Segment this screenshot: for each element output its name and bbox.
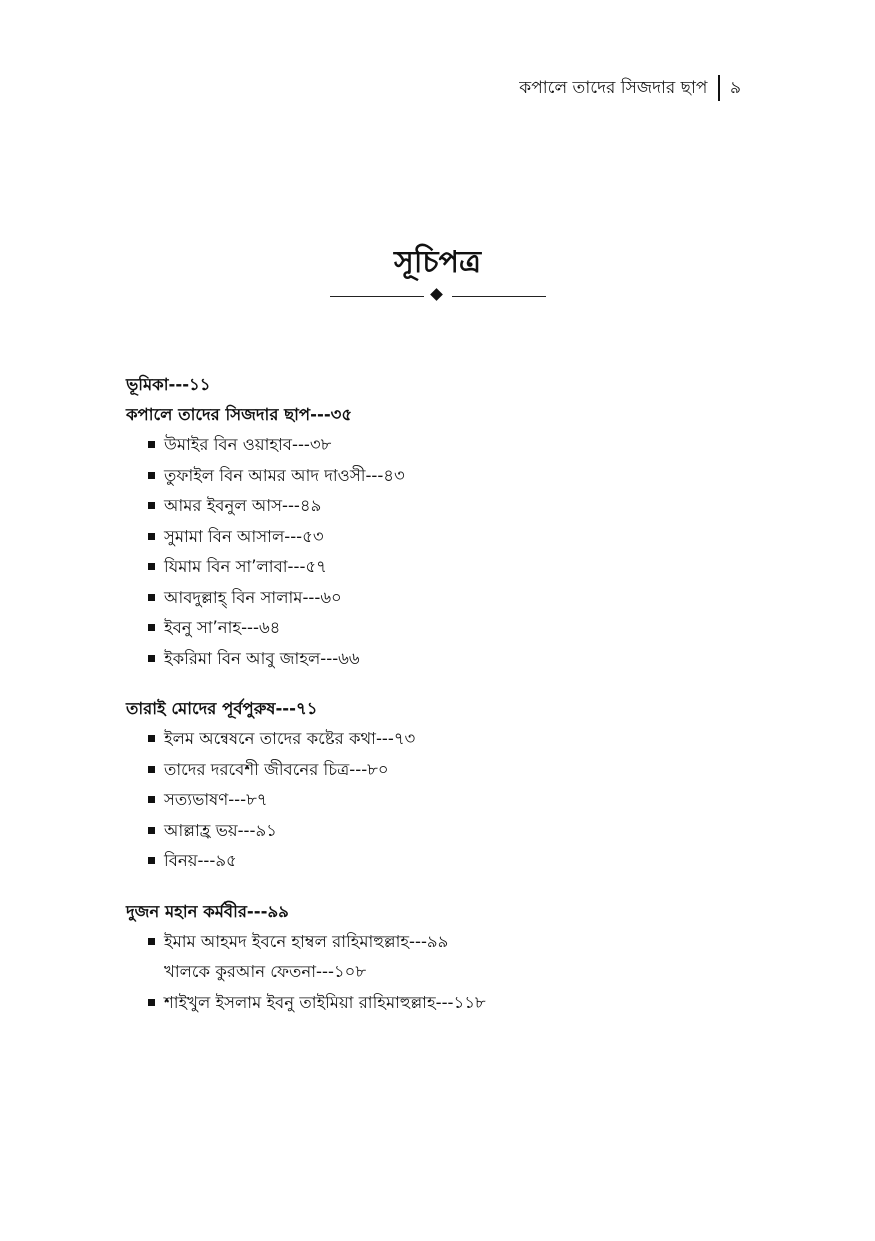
entry-label: আল্লাহ্র ভয়---৯১	[164, 820, 277, 840]
header-separator	[718, 75, 720, 101]
toc-entry[interactable]	[126, 461, 766, 492]
running-header	[519, 74, 741, 102]
square-bullet-icon	[148, 999, 155, 1006]
square-bullet-icon	[148, 502, 155, 509]
page-number: ৯	[729, 78, 741, 98]
entry-label: তুফাইল বিন আমর আদ দাওসী---৪৩	[164, 465, 405, 485]
square-bullet-icon	[148, 857, 155, 864]
toc-entry[interactable]	[126, 613, 766, 644]
square-bullet-icon	[148, 441, 155, 448]
toc-entry[interactable]	[126, 522, 766, 553]
table-of-contents	[126, 370, 766, 1018]
section-title[interactable]: ভূমিকা---১১	[126, 375, 211, 394]
section-title[interactable]: দুজন মহান কর্মবীর---৯৯	[126, 901, 289, 921]
title-block	[0, 240, 875, 286]
sub-entry-label[interactable]: খালকে কুরআন ফেতনা---১০৮	[164, 962, 367, 981]
square-bullet-icon	[148, 594, 155, 601]
entry-label: ইলম অন্বেষনে তাদের কষ্টের কথা---৭৩	[164, 729, 416, 748]
square-bullet-icon	[148, 766, 155, 773]
section-title[interactable]: কপালে তাদের সিজদার ছাপ---৩৫	[126, 405, 353, 424]
toc-entry[interactable]	[126, 552, 766, 583]
square-bullet-icon	[148, 655, 155, 662]
entry-label: তাদের দরবেশী জীবনের চিত্র---৮০	[164, 759, 389, 779]
square-bullet-icon	[148, 735, 155, 742]
toc-section-intro	[126, 370, 766, 400]
toc-entry[interactable]	[126, 988, 766, 1019]
entry-label: যিমাম বিন সা’লাবা---৫৭	[164, 557, 327, 576]
toc-section-ancestors	[126, 694, 766, 877]
entry-label: ইমাম আহমদ ইবনে হাম্বল রাহিমাহুল্লাহ---৯৯	[164, 931, 449, 951]
ornament-rule-right	[452, 296, 546, 297]
page-title: সূচিপত্র	[394, 245, 481, 280]
section-title[interactable]: তারাই মোদের পূর্বপুরুষ---৭১	[126, 699, 318, 718]
toc-entry[interactable]	[126, 583, 766, 614]
running-header-title: কপালে তাদের সিজদার ছাপ	[519, 78, 708, 98]
toc-entry[interactable]	[126, 644, 766, 675]
entry-label: বিনয়---৯৫	[164, 851, 237, 870]
diamond-icon	[430, 288, 443, 301]
entry-label: আমর ইবনুল আস---৪৯	[164, 496, 322, 515]
toc-entry[interactable]	[126, 430, 766, 461]
toc-entry[interactable]	[126, 846, 766, 877]
entry-label: সত্যভাষণ---৮৭	[164, 790, 268, 809]
square-bullet-icon	[148, 533, 155, 540]
toc-entry[interactable]	[126, 491, 766, 522]
entry-label: আবদুল্লাহ্ বিন সালাম---৬০	[164, 587, 342, 607]
square-bullet-icon	[148, 624, 155, 631]
toc-section-sijdah	[126, 400, 766, 674]
square-bullet-icon	[148, 827, 155, 834]
entry-label: উমাইর বিন ওয়াহাব---৩৮	[164, 435, 332, 454]
entry-label: ইবনু সা’নাহ---৬৪	[164, 618, 281, 637]
square-bullet-icon	[148, 563, 155, 570]
title-ornament	[330, 289, 546, 303]
square-bullet-icon	[148, 472, 155, 479]
toc-entry[interactable]	[126, 755, 766, 786]
toc-entry[interactable]	[126, 785, 766, 816]
toc-entry[interactable]	[126, 816, 766, 847]
ornament-rule-left	[330, 296, 424, 297]
square-bullet-icon	[148, 796, 155, 803]
toc-section-two-heroes	[126, 897, 766, 1019]
entry-label: ইকরিমা বিন আবু জাহল---৬৬	[164, 648, 360, 668]
square-bullet-icon	[148, 938, 155, 945]
toc-entry[interactable]	[126, 724, 766, 755]
entry-label: শাইখুল ইসলাম ইবনু তাইমিয়া রাহিমাহুল্লাহ---১১৮	[164, 992, 486, 1012]
entry-label: সুমামা বিন আসাল---৫৩	[164, 526, 324, 546]
toc-entry[interactable]	[126, 927, 766, 988]
